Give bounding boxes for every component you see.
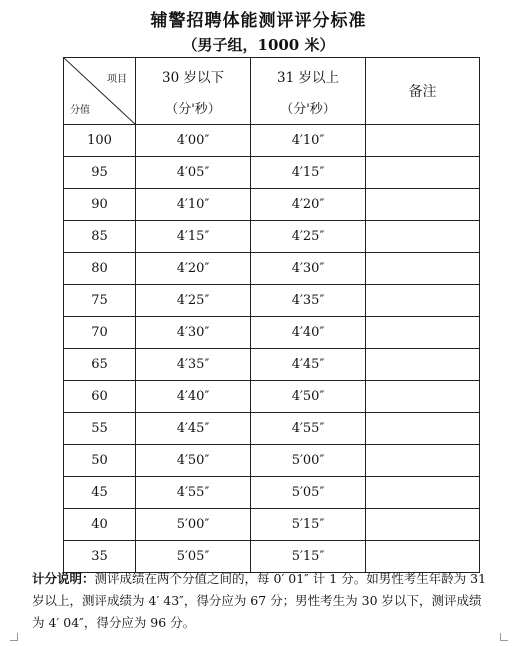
- remark-cell: [366, 381, 480, 413]
- header-remark: 备注: [366, 58, 480, 125]
- over31-time-cell: 4′20″: [251, 189, 366, 221]
- over31-time-cell: 4′10″: [251, 125, 366, 157]
- score-cell: 70: [64, 317, 136, 349]
- under30-time-cell: 4′05″: [136, 157, 251, 189]
- table-row: [64, 317, 480, 349]
- header-over31-unit: （分'秒）: [280, 101, 336, 117]
- score-cell: 65: [64, 349, 136, 381]
- score-cell: 85: [64, 221, 136, 253]
- under30-time-cell: 5′05″: [136, 541, 251, 573]
- score-cell: 45: [64, 477, 136, 509]
- under30-time-cell: 4′10″: [136, 189, 251, 221]
- under30-time-cell: 4′40″: [136, 381, 251, 413]
- note-text: 测评成绩在两个分值之间的，每 0′ 01″ 计 1 分。如男性考生年龄为 31 岁以上，测评成绩为 4′ 43″，得分应为 67 分；男性考生为 30 岁以下，测评成绩为 4′ 04″，得分应为 96 分。: [32, 571, 487, 630]
- remark-cell: [366, 253, 480, 285]
- over31-time-cell: 4′45″: [251, 349, 366, 381]
- under30-time-cell: 4′20″: [136, 253, 251, 285]
- header-item-label: 项目: [107, 74, 127, 85]
- diagonal-header-cell: [64, 58, 136, 125]
- header-under30-title: 30 岁以下: [162, 69, 224, 86]
- over31-time-cell: 4′15″: [251, 157, 366, 189]
- remark-cell: [366, 157, 480, 189]
- score-cell: 50: [64, 445, 136, 477]
- scoring-table: [63, 57, 480, 573]
- over31-time-cell: 5′00″: [251, 445, 366, 477]
- note-label: 计分说明：: [32, 571, 95, 586]
- score-cell: 40: [64, 509, 136, 541]
- table-row: [64, 221, 480, 253]
- score-cell: 75: [64, 285, 136, 317]
- table-row: [64, 189, 480, 221]
- scoring-note: [32, 568, 492, 634]
- header-score-label: 分值: [70, 105, 90, 116]
- score-cell: 95: [64, 157, 136, 189]
- table-row: [64, 445, 480, 477]
- table-row: [64, 253, 480, 285]
- under30-time-cell: 4′30″: [136, 317, 251, 349]
- score-cell: 100: [64, 125, 136, 157]
- under30-time-cell: 4′00″: [136, 125, 251, 157]
- under30-time-cell: 4′25″: [136, 285, 251, 317]
- table-row: [64, 157, 480, 189]
- score-cell: 90: [64, 189, 136, 221]
- table-row: [64, 381, 480, 413]
- under30-time-cell: 5′00″: [136, 509, 251, 541]
- score-cell: 60: [64, 381, 136, 413]
- under30-time-cell: 4′55″: [136, 477, 251, 509]
- table-row: [64, 509, 480, 541]
- over31-time-cell: 4′40″: [251, 317, 366, 349]
- over31-time-cell: 5′05″: [251, 477, 366, 509]
- remark-cell: [366, 477, 480, 509]
- header-under30-unit: （分'秒）: [165, 101, 221, 117]
- document-subtitle: （男子组，1000 米）: [182, 36, 335, 54]
- under30-time-cell: 4′15″: [136, 221, 251, 253]
- over31-time-cell: 5′15″: [251, 541, 366, 573]
- remark-cell: [366, 413, 480, 445]
- over31-time-cell: 4′50″: [251, 381, 366, 413]
- remark-cell: [366, 317, 480, 349]
- table-row: [64, 349, 480, 381]
- table-row: [64, 477, 480, 509]
- over31-time-cell: 4′35″: [251, 285, 366, 317]
- header-over31-title: 31 岁以上: [277, 69, 339, 86]
- table-row: [64, 285, 480, 317]
- score-cell: 55: [64, 413, 136, 445]
- header-under30: [136, 58, 251, 125]
- table-row: [64, 125, 480, 157]
- page-corner-mark-left: [10, 633, 18, 641]
- header-over31: [251, 58, 366, 125]
- remark-cell: [366, 125, 480, 157]
- over31-time-cell: 5′15″: [251, 509, 366, 541]
- remark-cell: [366, 509, 480, 541]
- score-cell: 80: [64, 253, 136, 285]
- remark-cell: [366, 349, 480, 381]
- remark-cell: [366, 189, 480, 221]
- remark-cell: [366, 285, 480, 317]
- remark-cell: [366, 221, 480, 253]
- remark-cell: [366, 445, 480, 477]
- over31-time-cell: 4′55″: [251, 413, 366, 445]
- table-row: [64, 413, 480, 445]
- table-header-row: [64, 58, 480, 125]
- score-cell: 35: [64, 541, 136, 573]
- under30-time-cell: 4′45″: [136, 413, 251, 445]
- under30-time-cell: 4′50″: [136, 445, 251, 477]
- over31-time-cell: 4′30″: [251, 253, 366, 285]
- page-corner-mark-right: [500, 633, 508, 641]
- over31-time-cell: 4′25″: [251, 221, 366, 253]
- under30-time-cell: 4′35″: [136, 349, 251, 381]
- document-title: 辅警招聘体能测评评分标准: [150, 11, 367, 31]
